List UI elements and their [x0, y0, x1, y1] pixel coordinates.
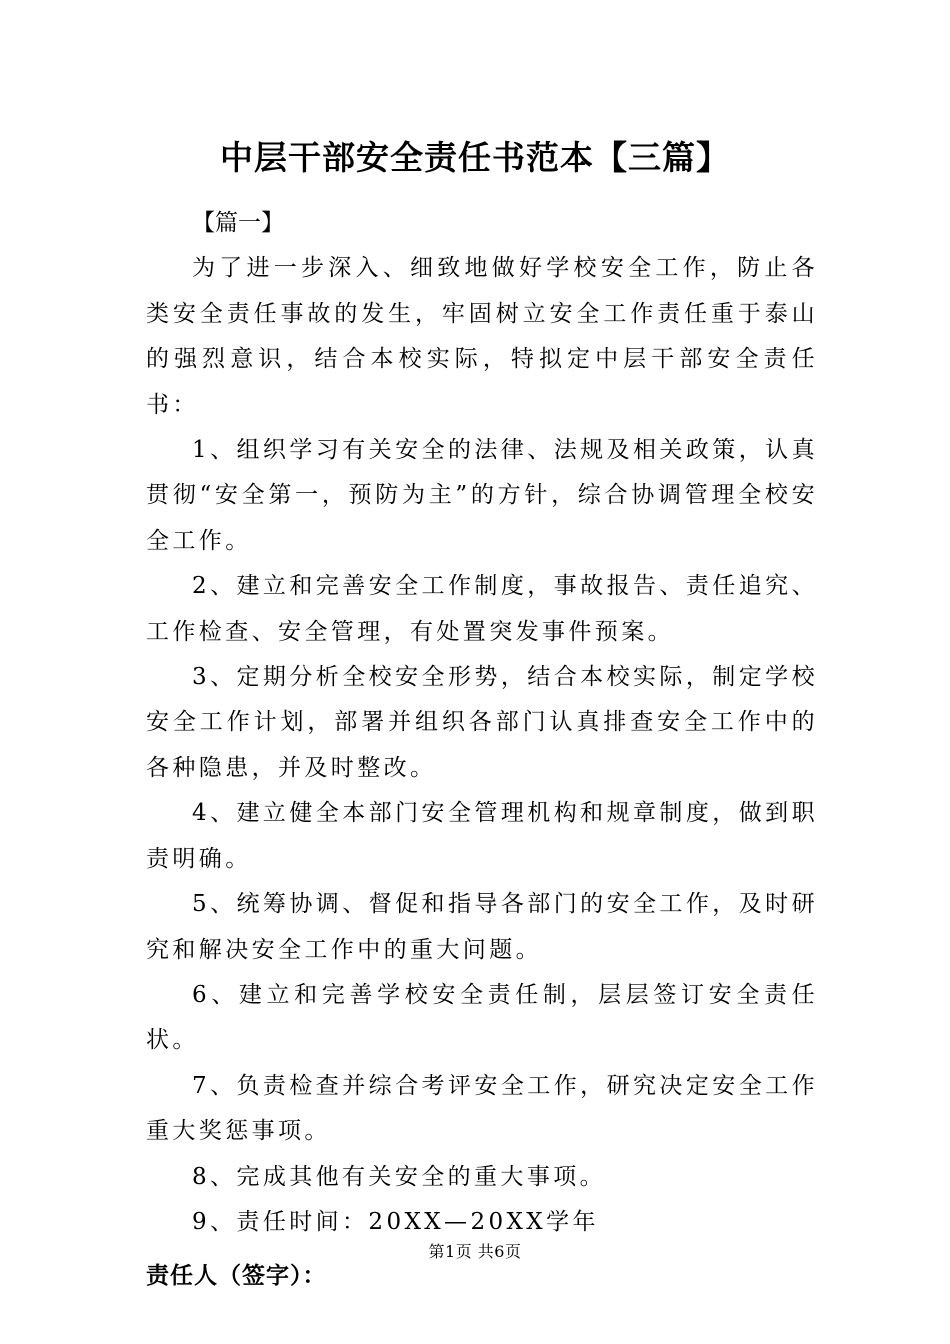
list-item: 4、建立健全本部门安全管理机构和规章制度，做到职责明确。 [146, 800, 818, 872]
intro-paragraph: 为了进一步深入、细致地做好学校安全工作，防止各类安全责任事故的发生，牢固树立安全工作责任重于泰山的强烈意识，结合本校实际，特拟定中层干部安全责任书： [146, 255, 818, 418]
signature-label: 责任人（签字）： [146, 1262, 327, 1290]
list-item: 3、定期分析全校安全形势，结合本校实际，制定学校安全工作计划，部署并组织各部门认真排查安全工作中的各种隐患，并及时整改。 [146, 664, 818, 781]
section-heading: 【篇一】 [192, 210, 284, 236]
page-footer: 第1页 共6页 [428, 1242, 522, 1261]
document-title: 中层干部安全责任书范本【三篇】 [220, 138, 730, 177]
list-item: 2、建立和完善安全工作制度，事故报告、责任追究、工作检查、安全管理，有处置突发事件预案。 [146, 573, 818, 645]
list-item: 9、责任时间：20XX—20XX学年 [192, 1208, 599, 1235]
document-body [146, 201, 818, 1299]
list-item: 6、建立和完善学校安全责任制，层层签订安全责任状。 [146, 981, 818, 1054]
list-item: 7、负责检查并综合考评安全工作，研究决定安全工作重大奖惩事项。 [146, 1072, 818, 1145]
list-item: 5、统筹协调、督促和指导各部门的安全工作，及时研究和解决安全工作中的重大问题。 [146, 891, 818, 963]
list-item: 1、组织学习有关安全的法律、法规及相关政策，认真贯彻“安全第一，预防为主”的方针，综合协调管理全校安全工作。 [146, 437, 818, 554]
list-item: 8、完成其他有关安全的重大事项。 [192, 1163, 607, 1190]
